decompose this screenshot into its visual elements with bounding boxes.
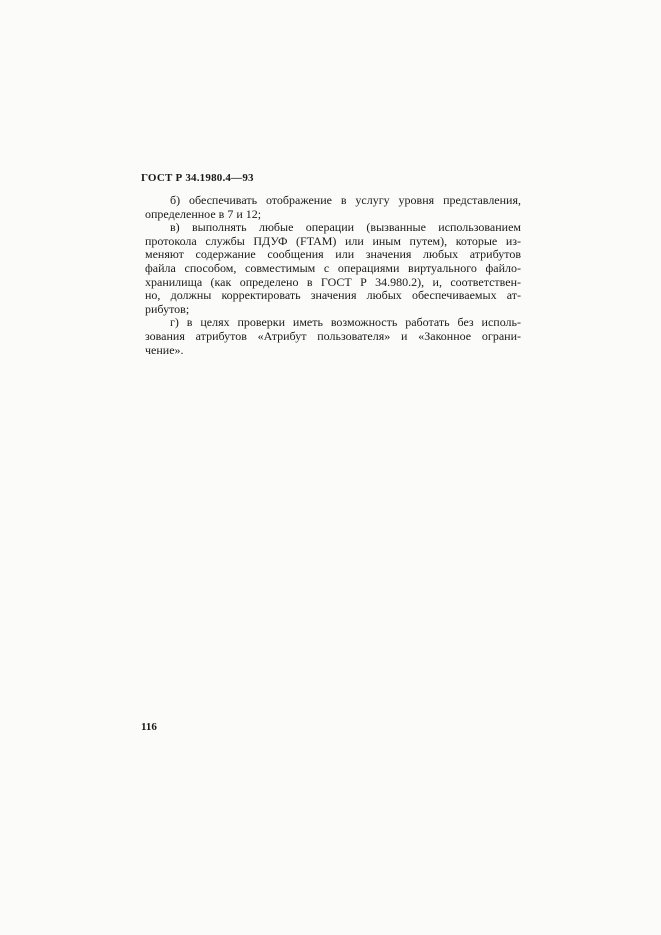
- text-line: б) обеспечивать отображение в услугу уровня представления,: [170, 193, 521, 207]
- text-line: протокола службы ПДУФ (FTAM) или иным путем), которые из-: [145, 233, 521, 248]
- standard-header: ГОСТ Р 34.1980.4—93: [141, 172, 254, 184]
- paragraph-g: [145, 316, 521, 357]
- paragraph-v: [145, 221, 521, 316]
- text-line: определенное в 7 и 12;: [145, 206, 262, 221]
- paragraph-b: [145, 194, 521, 221]
- text-line: рибутов;: [145, 301, 190, 316]
- document-body: [145, 194, 521, 357]
- text-line: но, должны корректировать значения любых обеспечиваемых ат-: [145, 288, 521, 303]
- text-line: меняют содержание сообщения или значения любых атрибутов: [145, 247, 521, 262]
- text-line: хранилища (как определено в ГОСТ Р 34.980.2), и, соответствен-: [145, 274, 521, 289]
- page-number: 116: [141, 721, 157, 733]
- text-line: в) выполнять любые операции (вызванные использованием: [170, 220, 521, 235]
- text-line: файла способом, совместимым с операциями виртуального файло-: [145, 260, 521, 275]
- text-line: чение».: [145, 342, 184, 357]
- text-line: зования атрибутов «Атрибут пользователя» и «Законное ограни-: [145, 328, 521, 343]
- text-line: г) в целях проверки иметь возможность работать без исполь-: [170, 315, 521, 330]
